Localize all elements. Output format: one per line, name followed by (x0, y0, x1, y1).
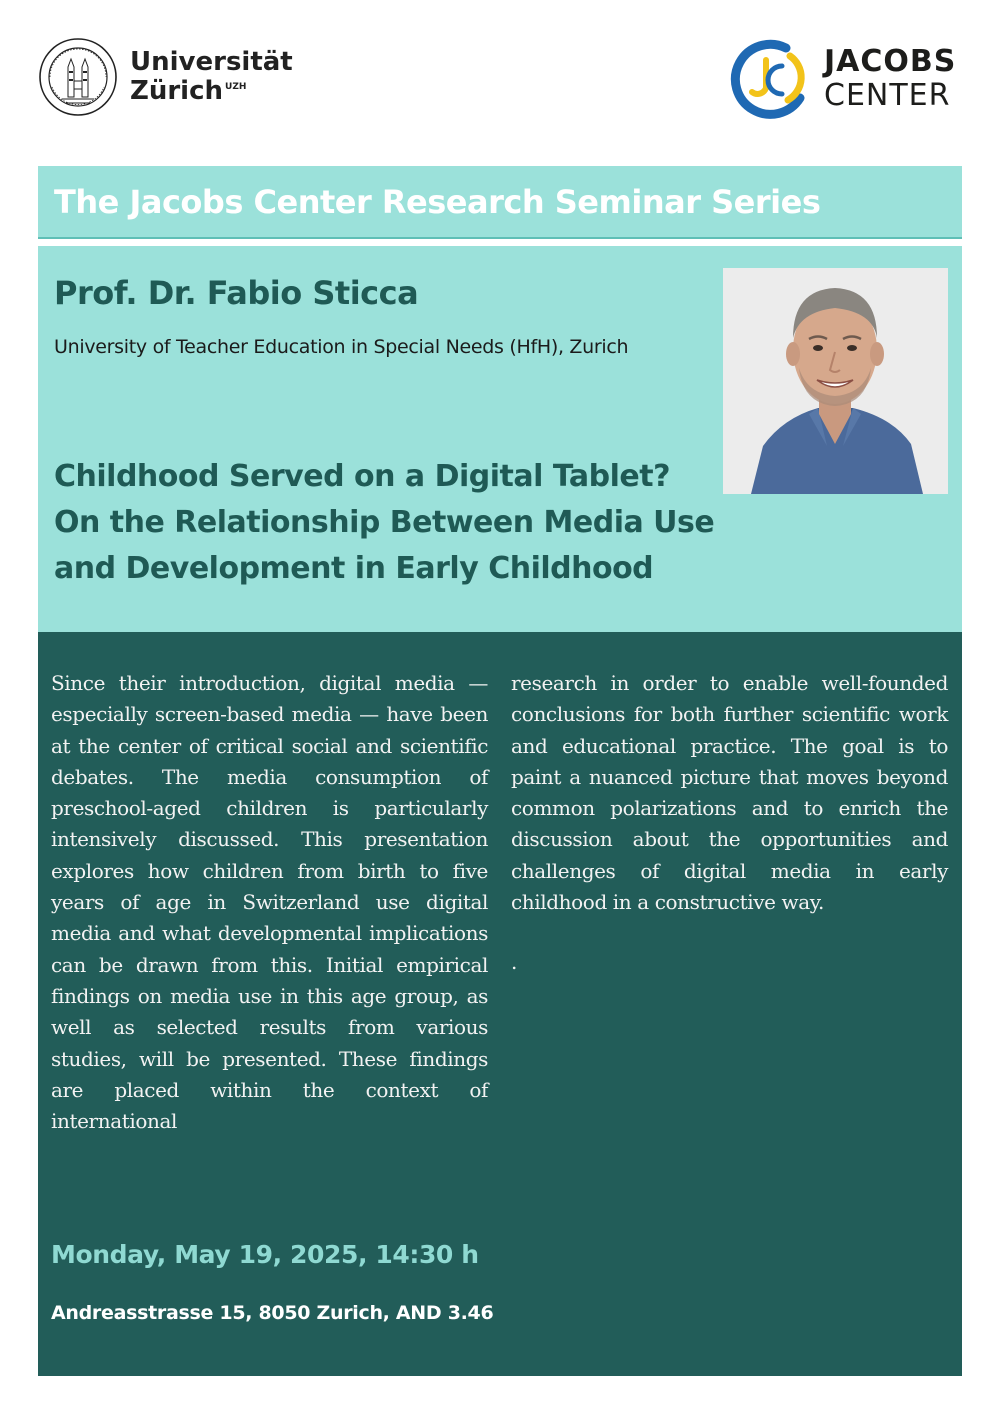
jc-name-line1: JACOBS (824, 44, 957, 79)
uzh-logo (38, 37, 293, 117)
series-title: The Jacobs Center Research Seminar Series (54, 183, 821, 221)
abstract-column-2: research in order to enable well-founded conclusions for both further scientific work and educational practice. The goal is to paint a nuanced picture that moves beyond common polarizations and to enrich the discussion about the opportunities and challenges of digital media in early childhood in a constructive way. (511, 671, 948, 915)
uzh-name-line2: Zürich $^{UZH}$ (130, 76, 247, 106)
talk-title (54, 454, 754, 592)
talk-title-line: Childhood Served on a Digital Tablet? (54, 459, 671, 494)
abstract-panel (38, 632, 962, 1376)
jc-name-line2: CENTER (824, 78, 951, 113)
uzh-superscript: UZH (225, 82, 247, 92)
university-seal-icon (38, 37, 118, 117)
uzh-name-line1: Universität (130, 47, 293, 77)
event-location: Andreasstrasse 15, 8050 Zurich, AND 3.46 (51, 1302, 494, 1324)
talk-title-line: On the Relationship Between Media Use (54, 505, 715, 540)
portrait-illustration (723, 268, 948, 494)
jacobs-center-logo (730, 38, 956, 120)
speaker-portrait (723, 268, 948, 494)
jc-emblem-icon (730, 38, 812, 120)
trailing-mark: . (511, 950, 518, 974)
series-banner (38, 166, 962, 239)
event-date-time: Monday, May 19, 2025, 14:30 h (51, 1240, 479, 1269)
speaker-name: Prof. Dr. Fabio Sticca (54, 274, 419, 312)
speaker-affiliation: University of Teacher Education in Special Needs (HfH), Zurich (54, 336, 629, 358)
abstract-column-1: Since their introduction, digital media — especially screen-based media — have been at the center of critical social and scientific debates. The media consumption of preschool-aged children is particularly intensively discussed. This presentation explores how children from birth to five years of age in Switzerland use digital media and what developmental implications can be drawn from this. Initial empirical findings on media use in this age group, as well as selected results from various studies, will be presented. These findings are placed within the context of international (51, 671, 488, 1134)
talk-title-line: and Development in Early Childhood (54, 551, 654, 586)
